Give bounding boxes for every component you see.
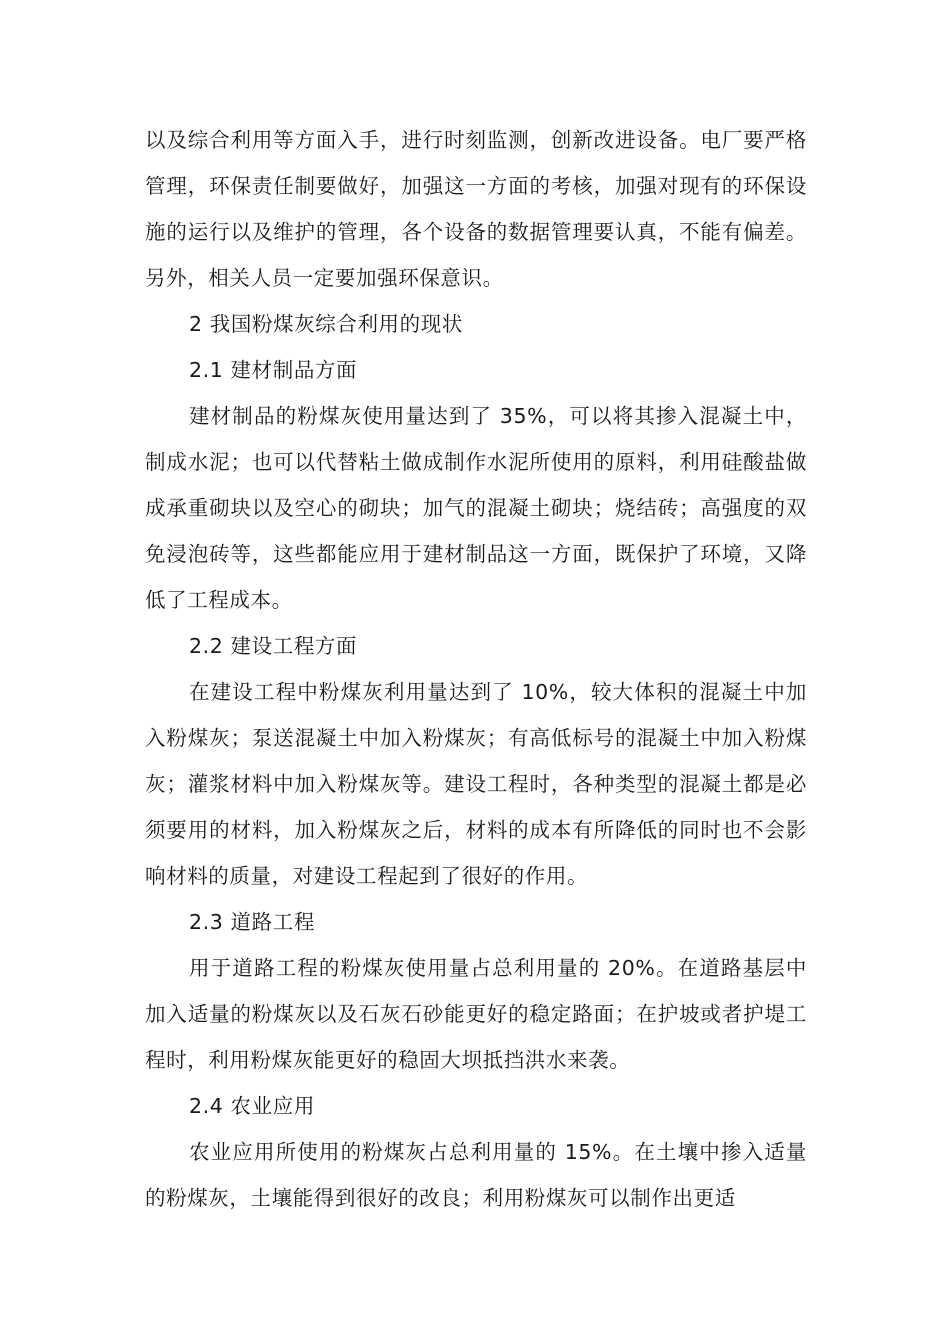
document-body <box>145 117 807 1221</box>
section-heading: 2 我国粉煤灰综合利用的现状 <box>189 312 463 336</box>
paragraph: 农业应用所使用的粉煤灰占总利用量的 15%。在土壤中掺入适量的粉煤灰，土壤能得到很好的改良；利用粉煤灰可以制作出更适 <box>145 1140 807 1210</box>
subsection-heading: 2.4 农业应用 <box>189 1094 315 1118</box>
subsection-heading: 2.2 建设工程方面 <box>189 634 358 658</box>
paragraph: 用于道路工程的粉煤灰使用量占总利用量的 20%。在道路基层中加入适量的粉煤灰以及石灰石砂能更好的稳定路面；在护坡或者护堤工程时，利用粉煤灰能更好的稳固大坝抵挡洪水来袭。 <box>145 956 807 1072</box>
subsection-heading: 2.3 道路工程 <box>189 910 315 934</box>
paragraph: 在建设工程中粉煤灰利用量达到了 10%，较大体积的混凝土中加入粉煤灰；泵送混凝土中加入粉煤灰；有高低标号的混凝土中加入粉煤灰；灌浆材料中加入粉煤灰等。建设工程时，各种类型的混凝土都是必须要用的材料，加入粉煤灰之后，材料的成本有所降低的同时也不会影响材料的质量，对建设工程起到了很好的作用。 <box>145 680 807 888</box>
paragraph: 建材制品的粉煤灰使用量达到了 35%，可以将其掺入混凝土中，制成水泥；也可以代替粘土做成制作水泥所使用的原料，利用硅酸盐做成承重砌块以及空心的砌块；加气的混凝土砌块；烧结砖；高强度的双免浸泡砖等，这些都能应用于建材制品这一方面，既保护了环境，又降低了工程成本。 <box>145 404 807 612</box>
paragraph-continuation: 以及综合利用等方面入手，进行时刻监测，创新改进设备。电厂要严格管理，环保责任制要做好，加强这一方面的考核，加强对现有的环保设施的运行以及维护的管理，各个设备的数据管理要认真，不能有偏差。另外，相关人员一定要加强环保意识。 <box>145 128 807 290</box>
subsection-heading: 2.1 建材制品方面 <box>189 358 358 382</box>
